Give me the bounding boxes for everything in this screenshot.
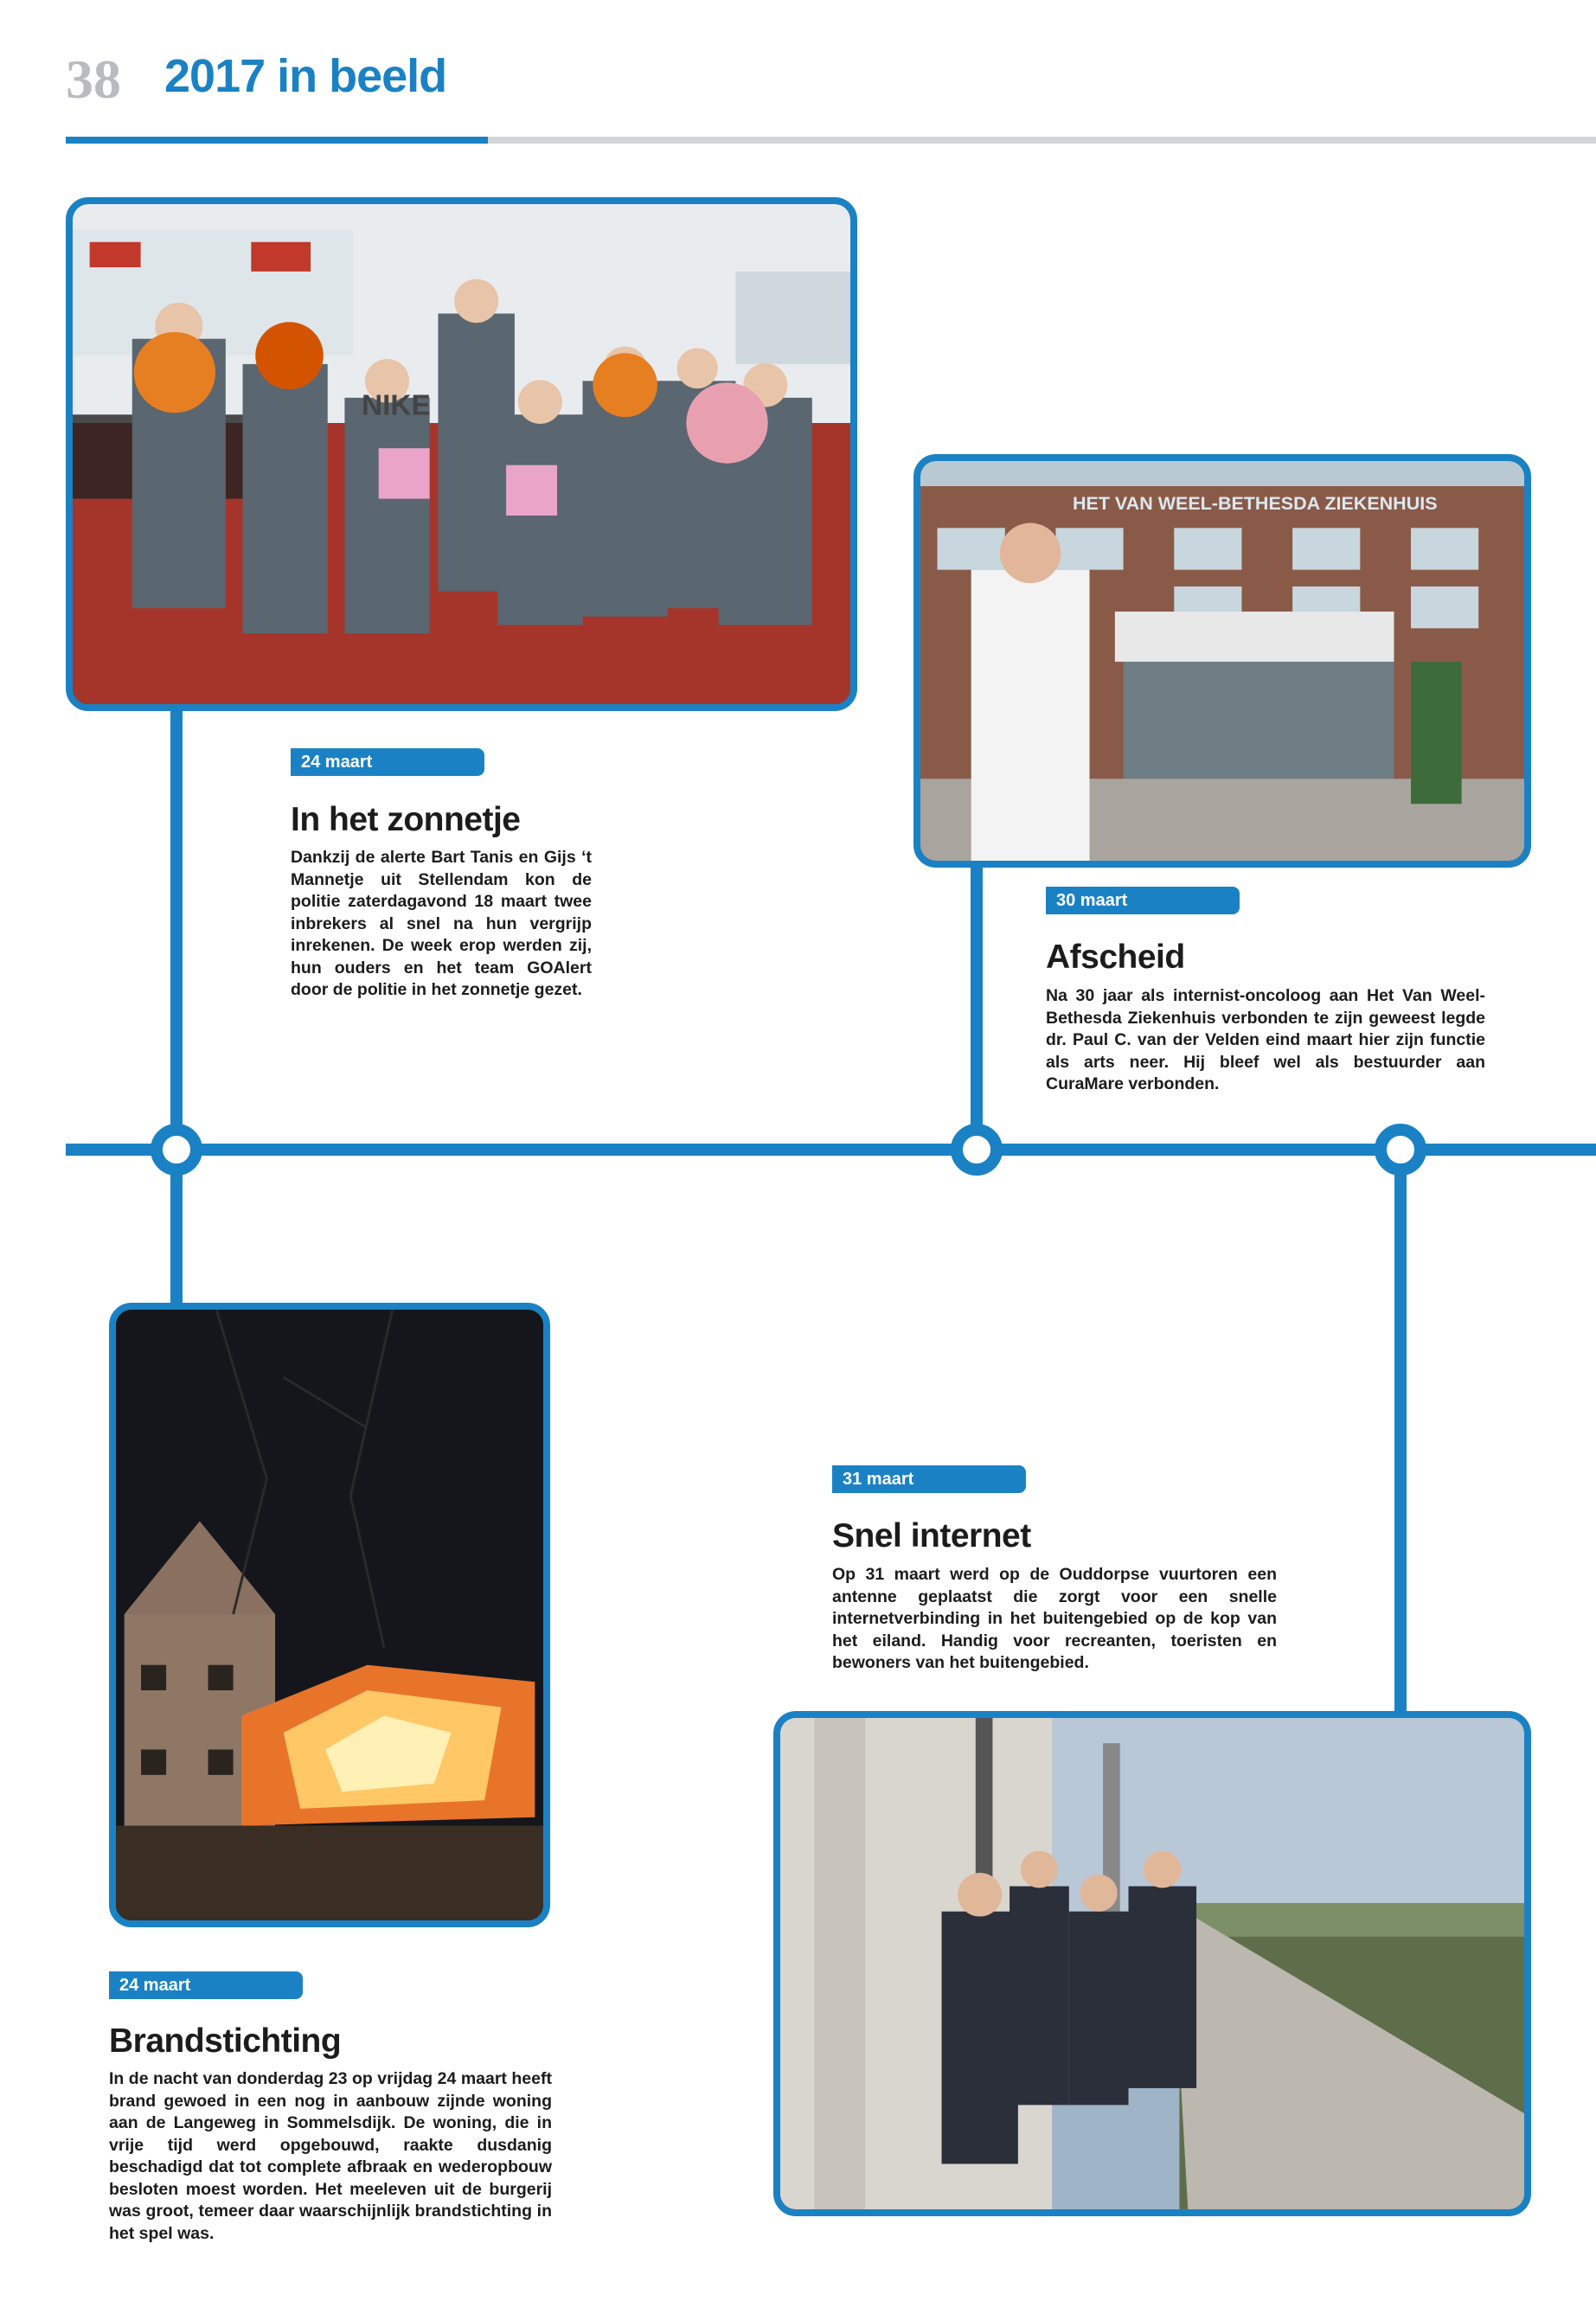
story-title: Snel internet — [832, 1517, 1031, 1554]
timeline-branch-1 — [170, 705, 183, 1311]
story-body: Op 31 maart werd op de Ouddorpse vuurtoren een antenne geplaatst die zorgt voor een snelle internetverbinding in het buitengebied op de kop van het eiland. Handig voor recreanten, toeristen en bewoners van het buitengebied. — [832, 1565, 1277, 1672]
timeline-branch-2 — [971, 861, 983, 1146]
story-date-pill: 24 maart — [291, 748, 484, 776]
header-rule — [488, 137, 1596, 144]
story-body: Dankzij de alerte Bart Tanis en Gijs ‘t Mannetje uit Stellendam kon de politie zaterdagavond 18 maart twee inbrekers al snel na hun vergrijp inrekenen. De week erop werden zij, hun ouders en het team GOAlert door de politie in het zonnetje gezet. — [291, 848, 592, 999]
timeline-node-2 — [951, 1124, 1003, 1176]
page-title: 2017 in beeld — [164, 50, 447, 102]
story-date-pill: 24 maart — [109, 1971, 303, 1999]
photo-lighthouse-antenna — [773, 1711, 1531, 2216]
story-body: In de nacht van donderdag 23 op vrijdag 24 maart heeft brand gewoed in een nog in aanbouw zijnde woning aan de Langeweg in Sommelsdijk. De woning, die in vrije tijd werd opgebouwd, raakte dusdanig beschadigd dat tot complete afbraak en wederopbouw besloten moest worden. Het meeleven uit de burgerij was groot, temeer daar waarschijnlijk brandstichting in het spel was. — [109, 2069, 552, 2243]
timeline-node-3 — [1375, 1124, 1426, 1176]
timeline-horizontal — [66, 1144, 1596, 1156]
story-date-pill: 31 maart — [832, 1465, 1026, 1493]
story-body: Na 30 jaar als internist-oncoloog aan Het Van Weel-Bethesda Ziekenhuis verbonden te zijn geweest legde dr. Paul C. van der Velden eind maart hier zijn functie als arts neer. Hij bleef wel als bestuurder aan CuraMare verbonden. — [1046, 986, 1485, 1093]
timeline-node-1 — [151, 1124, 202, 1176]
story-date-pill: 30 maart — [1046, 887, 1240, 914]
photo-group-award — [66, 197, 857, 711]
photo-hospital-doctor — [913, 454, 1531, 868]
hospital-sign-text: HET VAN WEEL-BETHESDA ZIEKENHUIS — [1072, 493, 1438, 515]
story-title: Brandstichting — [109, 2022, 342, 2060]
header-rule-accent — [66, 137, 488, 144]
story-title: In het zonnetje — [291, 801, 521, 838]
timeline-branch-3 — [1394, 1150, 1407, 1721]
story-title: Afscheid — [1046, 939, 1185, 976]
photo-shirt-text: NIKE — [362, 389, 431, 422]
photo-house-fire — [109, 1303, 550, 1927]
page-number: 38 — [66, 48, 121, 110]
